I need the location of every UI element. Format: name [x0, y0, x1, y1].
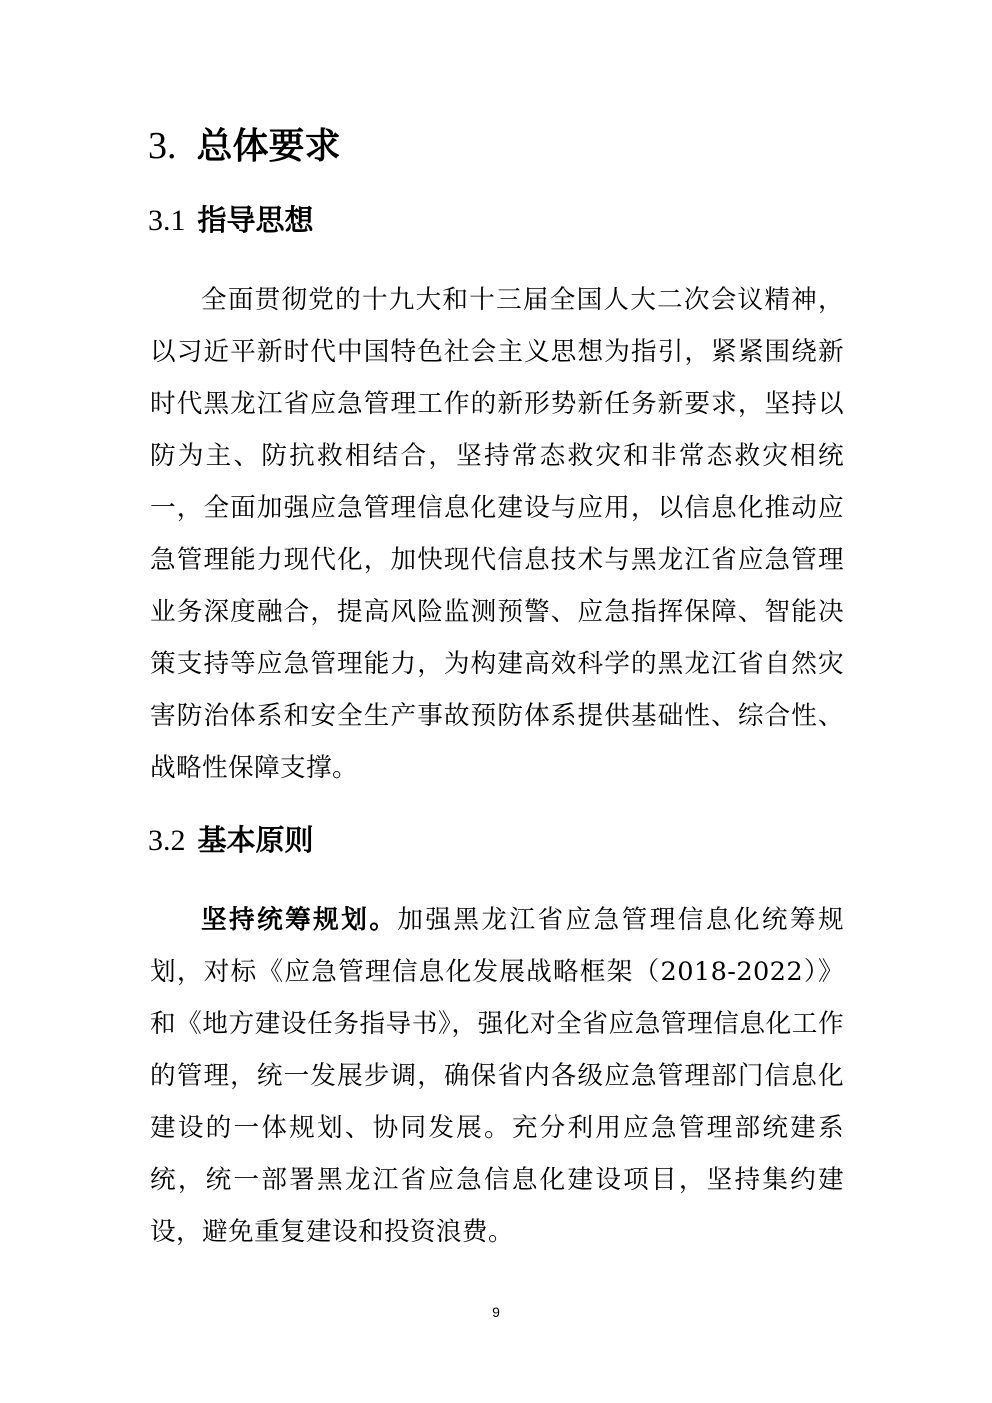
- subsection-heading-basic-principles: [148, 818, 314, 863]
- guiding-ideology-paragraph: 全面贯彻党的十九大和十三届全国人大二次会议精神，以习近平新时代中国特色社会主义思想为指引，紧紧围绕新时代黑龙江省应急管理工作的新形势新任务新要求，坚持以防为主、防抗救相结合，坚持常态救灾和非常态救灾相统一，全面加强应急管理信息化建设与应用，以信息化推动应急管理能力现代化，加快现代信息技术与黑龙江省应急管理业务深度融合，提高风险监测预警、应急指挥保障、智能决策支持等应急管理能力，为构建高效科学的黑龙江省自然灾害防治体系和安全生产事故预防体系提供基础性、综合性、战略性保障支撑。: [150, 285, 844, 783]
- section-title: 总体要求: [196, 126, 341, 167]
- subsection-heading-guiding-ideology: [148, 198, 314, 243]
- section-heading: [148, 120, 341, 173]
- subsection-title: 指导思想: [197, 203, 314, 237]
- page-number: 9: [492, 1304, 500, 1320]
- subsection-number: 3.2: [148, 824, 186, 857]
- principle-body-text: 加强黑龙江省应急管理信息化统筹规划，对标《应急管理信息化发展战略框架（2018-2022）》和《地方建设任务指导书》，强化对全省应急管理信息化工作的管理，统一发展步调，确保省内各级应急管理部门信息化建设的一体规划、协同发展。充分利用应急管理部统建系统，统一部署黑龙江省应急信息化建设项目，坚持集约建设，避免重复建设和投资浪费。: [150, 905, 844, 1247]
- principle-lead-text: 坚持统筹规划。: [201, 905, 398, 935]
- subsection-title: 基本原则: [197, 823, 314, 857]
- section-number: 3.: [148, 125, 177, 167]
- basic-principles-paragraph: [150, 894, 844, 1258]
- subsection-number: 3.1: [148, 204, 186, 237]
